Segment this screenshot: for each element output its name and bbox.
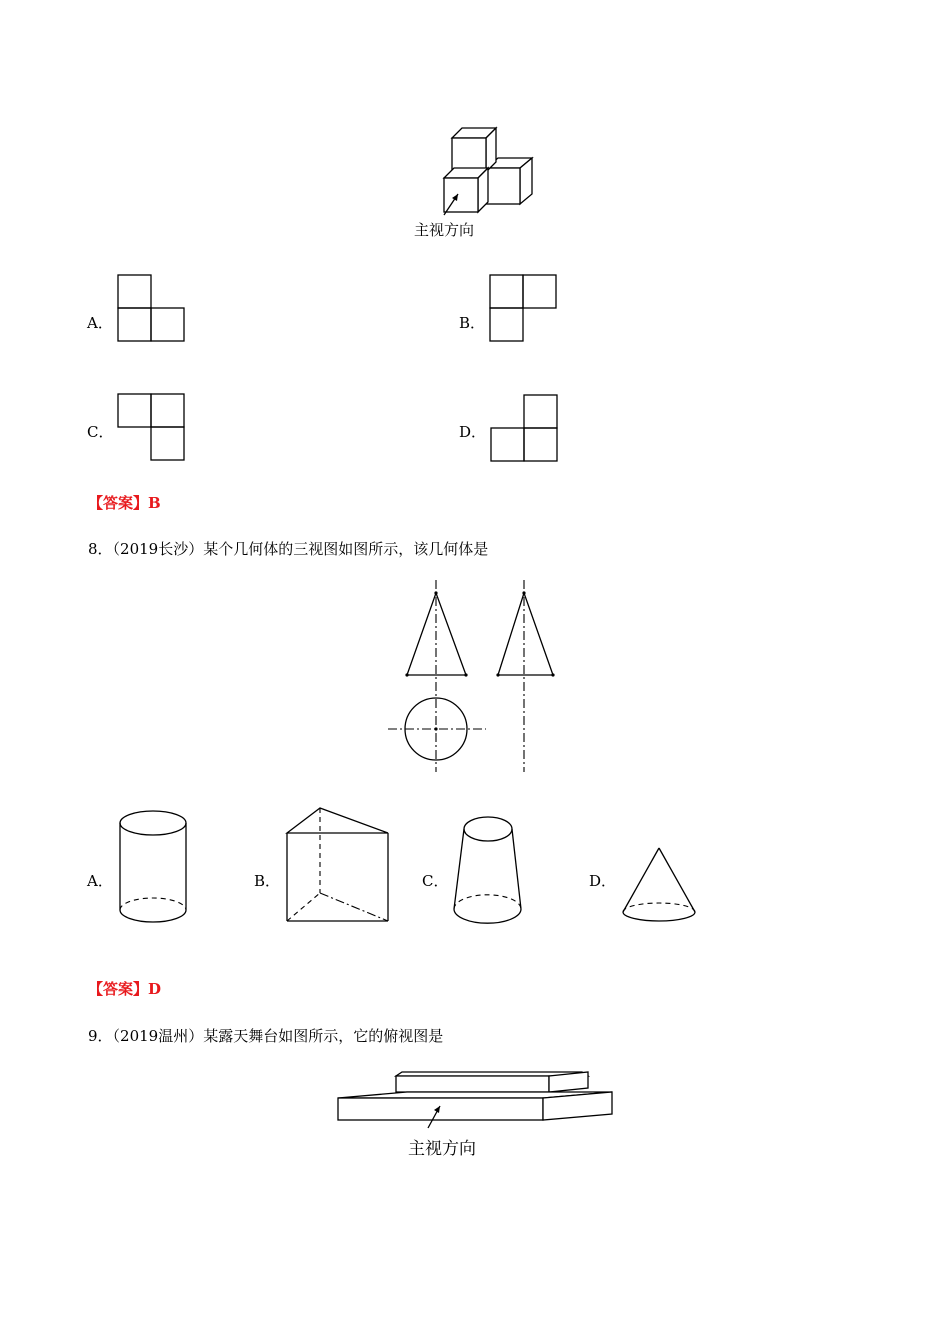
q8-option-a-label: A． [87,872,113,890]
q9-stage-figure [336,1068,616,1130]
q7-option-b-label: B． [459,314,486,332]
q7-option-c-label: C． [87,423,114,441]
q7-option-d-label: D． [459,423,487,441]
q8-option-d-label: D． [589,872,617,890]
q8-option-b-prism [284,805,392,925]
q8-option-a-cylinder [118,810,188,928]
q7-option-d-figure [490,394,558,462]
q9-view-direction-caption: 主视方向 [408,1139,476,1159]
q7-option-a-label: A． [87,314,113,332]
q8-option-d-cone [620,845,698,925]
q7-answer [88,492,161,513]
q7-answer-value: B [148,494,161,512]
q7-cube-stack-figure [430,120,550,215]
q8-answer [88,978,161,999]
q7-answer-bracket: 【答案】 [88,494,149,512]
q8-option-c-label: C． [422,872,449,890]
q8-option-b-label: B． [254,872,281,890]
q7-view-direction-caption: 主视方向 [414,221,475,239]
q7-option-a-figure [117,274,185,342]
q8-question-text: 8．（2019长沙）某个几何体的三视图如图所示，该几何体是 [88,540,489,558]
q8-option-c-frustum [451,815,523,927]
q8-side-view-figure [494,580,558,772]
q7-option-b-figure [489,274,557,342]
q8-three-view-figure [388,580,488,772]
q8-answer-value: D [148,980,162,998]
q9-question-text: 9．（2019温州）某露天舞台如图所示，它的俯视图是 [88,1027,444,1045]
q7-option-c-figure [117,393,185,461]
q8-answer-bracket: 【答案】 [88,980,149,998]
